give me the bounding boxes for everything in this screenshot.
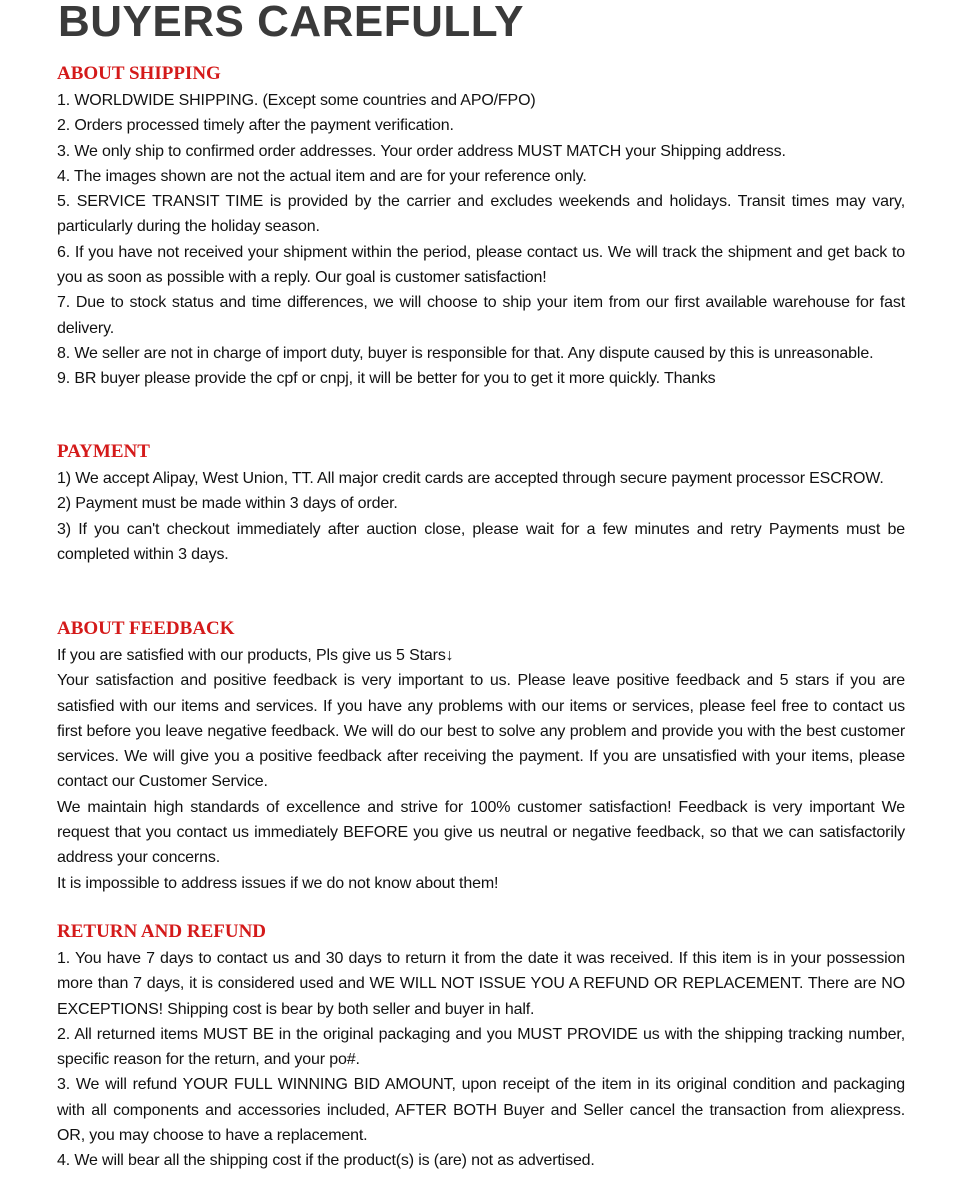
feedback-item: If you are satisfied with our products, Pls give us 5 Stars↓ — [57, 647, 454, 664]
page-title: BUYERS CAREFULLY — [58, 0, 524, 46]
feedback-section — [57, 617, 905, 896]
shipping-item: 9. BR buyer please provide the cpf or cnpj, it will be better for you to get it more quickly. Thanks — [57, 370, 716, 388]
feedback-heading: ABOUT FEEDBACK — [57, 618, 235, 639]
payment-heading: PAYMENT — [57, 441, 150, 462]
refund-item: 2. All returned items MUST BE in the original packaging and you MUST PROVIDE us with the shipping tracking number, specific reason for the return, and your po#. — [57, 1025, 905, 1069]
refund-section — [57, 920, 905, 1174]
shipping-list — [57, 88, 905, 392]
shipping-item: 7. Due to stock status and time differences, we will choose to ship your item from our first available warehouse for fast delivery. — [57, 294, 905, 337]
shipping-item: 6. If you have not received your shipment within the period, please contact us. We will track the shipment and get back to you as soon as possible with a reply. Our goal is customer satisfaction! — [57, 243, 905, 287]
payment-item: 2) Payment must be made within 3 days of order. — [57, 495, 398, 513]
shipping-item: 8. We seller are not in charge of import duty, buyer is responsible for that. Any dispute caused by this is unreasonable. — [57, 344, 874, 362]
shipping-heading: ABOUT SHIPPING — [57, 63, 221, 84]
refund-item: 4. We will bear all the shipping cost if the product(s) is (are) not as advertised. — [57, 1152, 595, 1170]
payment-item: 1) We accept Alipay, West Union, TT. All major credit cards are accepted through secure payment processor ESCROW. — [57, 470, 884, 487]
feedback-list — [57, 643, 905, 896]
feedback-item: Your satisfaction and positive feedback is very important to us. Please leave positive feedback and 5 stars if you are satisfied with our items and services. If you have any problems with our items or services, please feel free to contact us first before you leave negative feedback. We will do our best to solve any problem and provide you with the best customer services. We will give you a positive feedback after receiving the payment. If you are unsatisfied with your items, please contact our Customer Service. — [57, 672, 905, 791]
feedback-item: It is impossible to address issues if we do not know about them! — [57, 874, 499, 892]
shipping-section — [57, 62, 905, 392]
shipping-item: 4. The images shown are not the actual item and are for your reference only. — [57, 167, 587, 185]
shipping-item: 2. Orders processed timely after the payment verification. — [57, 117, 454, 135]
payment-section — [57, 440, 905, 567]
shipping-item: 5. SERVICE TRANSIT TIME is provided by the carrier and excludes weekends and holidays. Transit times may vary, particularly during the holiday season. — [57, 193, 905, 236]
refund-item: 1. You have 7 days to contact us and 30 days to return it from the date it was received. If this item is in your possession more than 7 days, it is considered used and WE WILL NOT ISSUE YOU A REFUND OR REPLACEMENT. There are NO EXCEPTIONS! Shipping cost is bear by both seller and buyer in half. — [57, 950, 905, 1018]
refund-item: 3. We will refund YOUR FULL WINNING BID AMOUNT, upon receipt of the item in its original condition and packaging with all components and accessories included, AFTER BOTH Buyer and Seller cancel the transaction from aliexpress. OR, you may choose to have a replacement. — [57, 1076, 905, 1145]
refund-list — [57, 946, 905, 1174]
payment-list — [57, 466, 905, 567]
refund-heading: RETURN AND REFUND — [57, 921, 267, 942]
payment-item: 3) If you can't checkout immediately after auction close, please wait for a few minutes and retry Payments must be completed within 3 days. — [57, 520, 905, 563]
shipping-item: 3. We only ship to confirmed order addresses. Your order address MUST MATCH your Shipping address. — [57, 142, 786, 160]
shipping-item: 1. WORLDWIDE SHIPPING. (Except some countries and APO/FPO) — [57, 92, 536, 109]
feedback-item: We maintain high standards of excellence and strive for 100% customer satisfaction! Feedback is very important We request that you contact us immediately BEFORE you give us neutral or negative feedback, so that we can satisfactorily address your concerns. — [57, 798, 905, 867]
